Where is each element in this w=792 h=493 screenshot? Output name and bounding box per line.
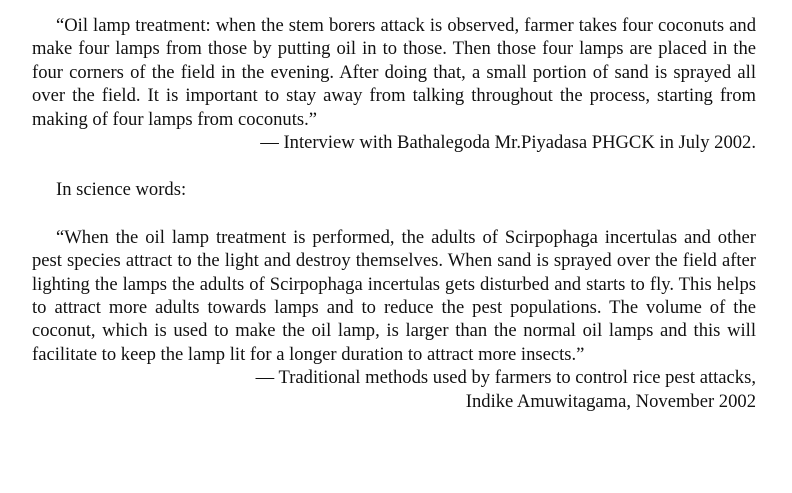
- section-heading: In science words:: [56, 179, 187, 201]
- farmer-interview-quote: “Oil lamp treatment: when the stem borers attack is observed, farmer takes four coconuts and make four lamps from those by putting oil in to those. Then those four lamps are placed in the four corners of the field in the evening. After doing that, a small portion of sand is sprayed all over the field. It is important to stay away from talking throughout the process, starting from making of four lamps from coconuts.”: [32, 15, 756, 130]
- source-attribution-line2: Indike Amuwitagama, November 2002: [465, 390, 756, 412]
- interview-attribution: — Interview with Bathalegoda Mr.Piyadasa PHGCK in July 2002.: [260, 132, 756, 154]
- science-explanation-quote: “When the oil lamp treatment is performed, the adults of Scirpophaga incertulas and other pest species attract to the light and destroy themselves. When sand is sprayed over the field after lighting the lamps the adults of Scirpophaga incertulas gets disturbed and starts to fly. This helps to attract more adults towards lamps and to reduce the pest populations. The volume of the coconut, which is used to make the oil lamp, is larger than the normal oil lamps and this will facilitate to keep the lamp lit for a longer duration to attract more insects.”: [32, 226, 756, 365]
- source-attribution-line1: — Traditional methods used by farmers to control rice pest attacks,: [255, 367, 756, 389]
- document-page: [32, 14, 756, 413]
